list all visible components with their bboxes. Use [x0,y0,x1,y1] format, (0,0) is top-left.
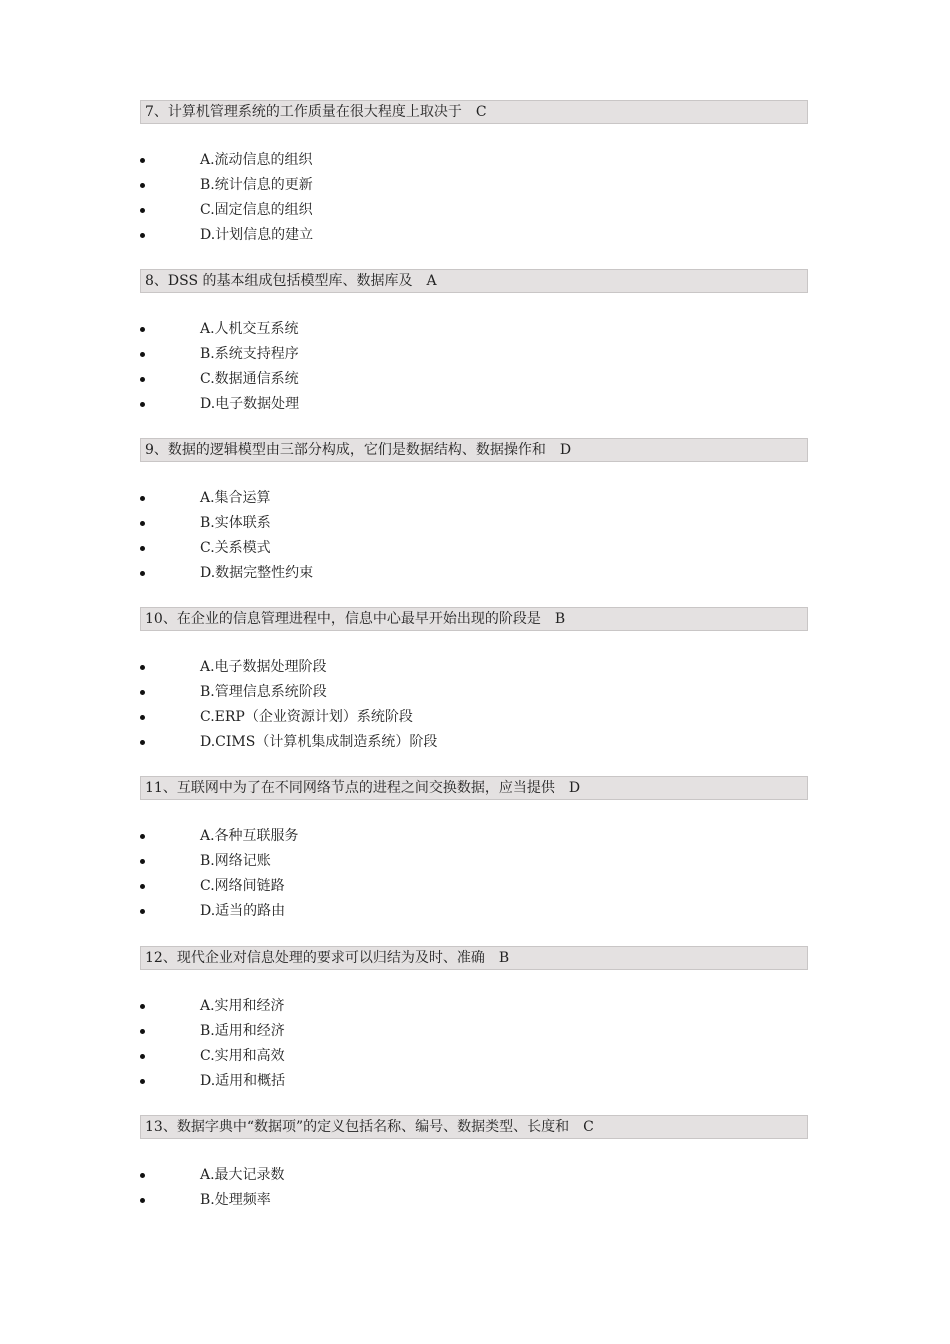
bullet-icon [140,1029,145,1034]
bullet-icon [140,571,145,576]
option-text: D.计划信息的建立 [200,227,314,243]
question-7 [140,100,808,243]
option-item [140,173,808,198]
question-text: 10、在企业的信息管理进程中，信息中心最早开始出现的阶段是 [145,611,541,627]
question-answer: C [475,104,487,120]
bullet-icon [140,496,145,501]
option-item [140,874,808,899]
option-item [140,392,808,417]
question-text: 13、数据字典中“数据项”的定义包括名称、编号、数据类型、长度和 [145,1119,570,1135]
question-text: 7、计算机管理系统的工作质量在很大程度上取决于 [145,104,462,120]
option-item [140,705,808,730]
bullet-icon [140,158,145,163]
question-header [140,269,808,293]
option-item [140,223,808,248]
option-list [140,994,808,1094]
question-12 [140,946,808,1089]
bullet-icon [140,377,145,382]
option-item [140,367,808,392]
option-item [140,198,808,223]
option-item [140,655,808,680]
option-item [140,1044,808,1069]
question-answer: D [568,780,581,796]
option-item [140,561,808,586]
question-header [140,607,808,631]
bullet-icon [140,1079,145,1084]
question-answer: C [583,1119,594,1135]
option-text: B.适用和经济 [200,1023,285,1039]
option-text: D.电子数据处理 [200,396,300,412]
bullet-icon [140,859,145,864]
bullet-icon [140,327,145,332]
bullet-icon [140,1004,145,1009]
question-text: 9、数据的逻辑模型由三部分构成，它们是数据结构、数据操作和 [145,442,546,458]
question-10 [140,607,808,750]
bullet-icon [140,352,145,357]
option-item [140,1188,808,1213]
option-text: C.实用和高效 [200,1048,285,1064]
option-text: A.实用和经济 [200,998,285,1014]
question-header [140,100,808,124]
option-text: B.处理频率 [200,1192,271,1208]
option-item [140,148,808,173]
question-13 [140,1115,808,1208]
question-text: 11、互联网中为了在不同网络节点的进程之间交换数据，应当提供 [145,780,555,796]
option-item [140,730,808,755]
option-item [140,1163,808,1188]
option-text: B.系统支持程序 [200,346,299,362]
option-text: D.数据完整性约束 [200,565,314,581]
bullet-icon [140,665,145,670]
question-text: 8、DSS 的基本组成包括模型库、数据库及 [145,273,413,289]
option-text: A.流动信息的组织 [200,152,313,168]
bullet-icon [140,909,145,914]
bullet-icon [140,183,145,188]
option-text: A.人机交互系统 [200,321,299,337]
option-text: B.统计信息的更新 [200,177,313,193]
option-item [140,486,808,511]
question-header [140,438,808,462]
option-text: B.管理信息系统阶段 [200,684,327,700]
bullet-icon [140,884,145,889]
question-9 [140,438,808,581]
bullet-icon [140,1054,145,1059]
option-item [140,536,808,561]
option-list [140,655,808,755]
question-8 [140,269,808,412]
question-answer: B [498,950,510,966]
option-text: D.适当的路由 [200,903,286,919]
bullet-icon [140,233,145,238]
question-text: 12、现代企业对信息处理的要求可以归结为及时、准确 [145,950,485,966]
question-header [140,946,808,970]
option-text: C.数据通信系统 [200,371,299,387]
question-11 [140,776,808,919]
option-item [140,342,808,367]
option-text: B.实体联系 [200,515,271,531]
option-text: C.网络间链路 [200,878,285,894]
question-header [140,776,808,800]
option-list [140,1163,808,1213]
bullet-icon [140,740,145,745]
option-text: D.适用和概括 [200,1073,286,1089]
option-text: D.CIMS（计算机集成制造系统）阶段 [200,734,438,750]
question-answer: D [559,442,572,458]
option-text: A.电子数据处理阶段 [200,659,327,675]
question-answer: B [554,611,566,627]
option-item [140,1019,808,1044]
option-item [140,849,808,874]
bullet-icon [140,1173,145,1178]
bullet-icon [140,208,145,213]
bullet-icon [140,690,145,695]
option-text: C.固定信息的组织 [200,202,313,218]
bullet-icon [140,402,145,407]
option-text: A.各种互联服务 [200,828,299,844]
option-item [140,511,808,536]
option-list [140,148,808,248]
option-item [140,824,808,849]
option-text: A.最大记录数 [200,1167,285,1183]
option-list [140,317,808,417]
bullet-icon [140,546,145,551]
option-item [140,680,808,705]
bullet-icon [140,521,145,526]
option-item [140,1069,808,1094]
bullet-icon [140,1198,145,1203]
option-text: B.网络记账 [200,853,271,869]
question-answer: A [426,273,437,289]
option-item [140,899,808,924]
option-item [140,317,808,342]
question-header [140,1115,808,1139]
option-text: C.关系模式 [200,540,271,556]
bullet-icon [140,834,145,839]
bullet-icon [140,715,145,720]
option-item [140,994,808,1019]
option-list [140,486,808,586]
option-text: A.集合运算 [200,490,271,506]
option-text: C.ERP（企业资源计划）系统阶段 [200,709,413,725]
option-list [140,824,808,924]
